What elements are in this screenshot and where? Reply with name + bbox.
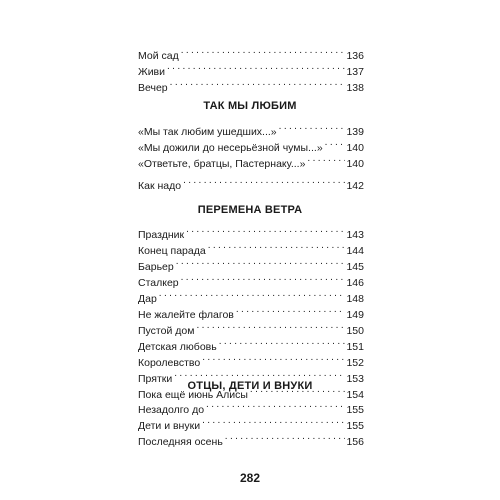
section-heading: ОТЦЫ, ДЕТИ И ВНУКИ (187, 380, 313, 392)
toc-leader-dots (170, 75, 346, 91)
toc-entry-page: 145 (346, 261, 364, 273)
toc-entry-title: Пока ещё июнь Алисы (138, 389, 248, 401)
toc-leader-dots (202, 350, 345, 366)
toc-entry-page: 137 (346, 66, 364, 78)
toc-leader-dots (325, 135, 346, 151)
toc-entry-page: 146 (346, 277, 364, 289)
toc-leader-dots (176, 254, 346, 270)
toc-entry (138, 59, 364, 78)
toc-entry-page: 151 (346, 341, 364, 353)
toc-group-otcy-deti-vnuki (138, 397, 364, 448)
toc-leader-dots (307, 151, 345, 167)
toc-group-tak-my-lyubim (138, 119, 364, 170)
toc-entry-page: 148 (346, 293, 364, 305)
toc-group-peremena-vetra (138, 222, 364, 401)
toc-group-intro (138, 43, 364, 94)
toc-entry-title: Пустой дом (138, 325, 195, 337)
page-number: 282 (239, 471, 261, 485)
toc-entry-page: 140 (346, 142, 364, 154)
toc-leader-dots (167, 59, 345, 75)
toc-entry-title: «Ответьте, братцы, Пастернаку...» (138, 158, 306, 170)
toc-entry-title: Королевство (138, 357, 201, 369)
toc-leader-dots (236, 302, 346, 318)
toc-group-kak-nado (138, 173, 364, 192)
toc-entry-title: Мой сад (138, 50, 179, 62)
toc-entry-page: 155 (346, 420, 364, 432)
toc-entry-title: Последняя осень (138, 436, 223, 448)
toc-entry-page: 153 (346, 373, 364, 385)
toc-entry-page: 154 (346, 389, 364, 401)
toc-entry-title: Дети и внуки (138, 420, 201, 432)
toc-entry-page: 142 (346, 180, 364, 192)
toc-entry (138, 43, 364, 62)
toc-entry-page: 144 (346, 245, 364, 257)
toc-leader-dots (183, 173, 345, 189)
toc-entry-title: Барьер (138, 261, 174, 273)
toc-entry-page: 139 (346, 126, 364, 138)
toc-leader-dots (206, 397, 345, 413)
toc-leader-dots (181, 270, 346, 286)
toc-entry-page: 136 (346, 50, 364, 62)
toc-entry-page: 138 (346, 82, 364, 94)
toc-entry (138, 222, 364, 241)
toc-leader-dots (202, 413, 345, 429)
toc-entry-page: 155 (346, 404, 364, 416)
toc-entry-title: Детская любовь (138, 341, 217, 353)
toc-entry-page: 140 (346, 158, 364, 170)
toc-leader-dots (196, 318, 345, 334)
toc-entry-title: Сталкер (138, 277, 179, 289)
section-heading: ТАК МЫ ЛЮБИМ (203, 100, 297, 112)
toc-leader-dots (219, 334, 346, 350)
toc-entry (138, 302, 364, 321)
section-heading: ПЕРЕМЕНА ВЕТРА (197, 204, 303, 216)
toc-leader-dots (159, 286, 346, 302)
toc-entry-title: Дар (138, 293, 157, 305)
toc-entry (138, 75, 364, 94)
toc-leader-dots (186, 222, 345, 238)
toc-entry-title: Конец парада (138, 245, 206, 257)
toc-leader-dots (225, 429, 346, 445)
toc-entry-title: Живи (138, 66, 166, 78)
toc-entry-title: «Мы дожили до несерьёзной чумы...» (138, 142, 323, 154)
toc-entry-title: Незадолго до (138, 404, 205, 416)
toc-leader-dots (181, 43, 346, 59)
toc-entry-title: Прятки (138, 373, 173, 385)
toc-entry-page: 149 (346, 309, 364, 321)
toc-entry-title: «Мы так любим ушедших...» (138, 126, 277, 138)
toc-entry-title: Как надо (138, 180, 182, 192)
toc-entry-page: 156 (346, 436, 364, 448)
toc-entry (138, 286, 364, 305)
toc-entry-page: 150 (346, 325, 364, 337)
toc-entry-title: Праздник (138, 229, 185, 241)
toc-entry-title: Вечер (138, 82, 168, 94)
toc-leader-dots (208, 238, 346, 254)
toc-leader-dots (279, 119, 346, 135)
toc-entry (138, 173, 364, 192)
toc-entry (138, 397, 364, 416)
toc-entry-page: 152 (346, 357, 364, 369)
toc-entry (138, 119, 364, 138)
toc-entry-page: 143 (346, 229, 364, 241)
toc-entry-title: Не жалейте флагов (138, 309, 234, 321)
